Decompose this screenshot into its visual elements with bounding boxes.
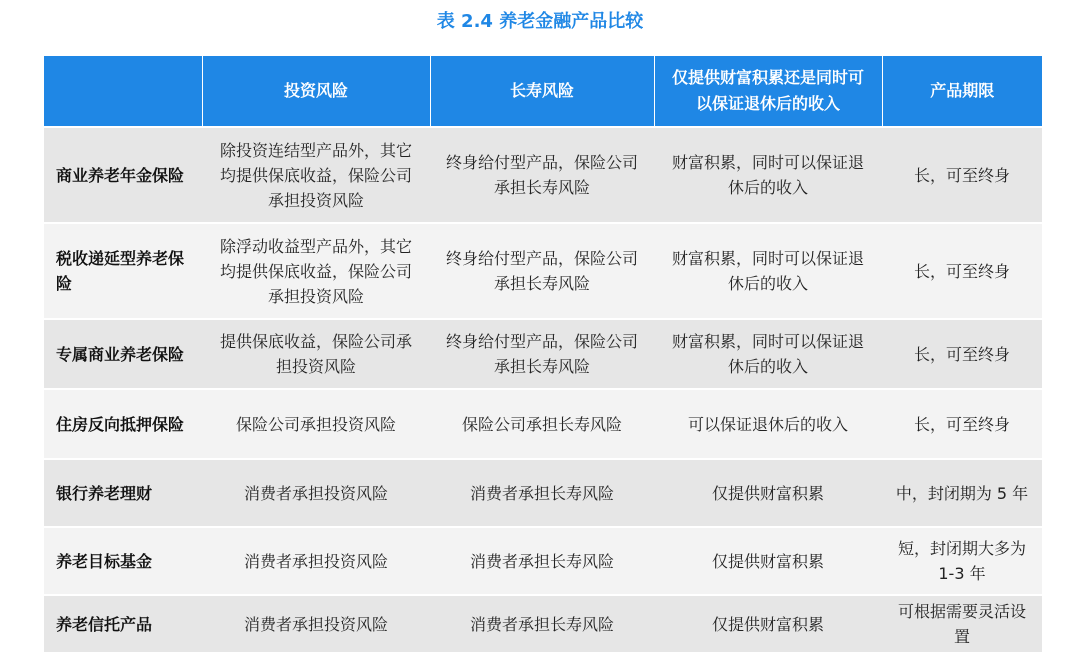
row-header: 养老信托产品 xyxy=(44,595,202,652)
row-header: 养老目标基金 xyxy=(44,527,202,595)
table-cell: 保险公司承担投资风险 xyxy=(202,389,430,459)
table-cell: 短，封闭期大多为 1-3 年 xyxy=(882,527,1042,595)
header-cell-longevity-risk: 长寿风险 xyxy=(430,56,654,127)
table-row xyxy=(44,595,1042,652)
table-cell: 中，封闭期为 5 年 xyxy=(882,459,1042,527)
table-cell: 仅提供财富积累 xyxy=(654,595,882,652)
table-cell: 仅提供财富积累 xyxy=(654,527,882,595)
table-row xyxy=(44,527,1042,595)
table-cell: 可以保证退休后的收入 xyxy=(654,389,882,459)
table-cell: 仅提供财富积累 xyxy=(654,459,882,527)
table-row xyxy=(44,223,1042,319)
row-header: 商业养老年金保险 xyxy=(44,127,202,223)
table-row xyxy=(44,389,1042,459)
table-cell: 长，可至终身 xyxy=(882,223,1042,319)
table-cell: 消费者承担长寿风险 xyxy=(430,527,654,595)
table-cell: 消费者承担长寿风险 xyxy=(430,459,654,527)
table-cell: 财富积累，同时可以保证退休后的收入 xyxy=(654,127,882,223)
table-row xyxy=(44,127,1042,223)
row-header: 税收递延型养老保险 xyxy=(44,223,202,319)
table-cell: 消费者承担投资风险 xyxy=(202,595,430,652)
table-cell: 消费者承担投资风险 xyxy=(202,527,430,595)
table-cell: 财富积累，同时可以保证退休后的收入 xyxy=(654,223,882,319)
table-cell: 终身给付型产品，保险公司承担长寿风险 xyxy=(430,223,654,319)
table-row xyxy=(44,319,1042,389)
table-cell: 终身给付型产品，保险公司承担长寿风险 xyxy=(430,319,654,389)
table-cell: 财富积累，同时可以保证退休后的收入 xyxy=(654,319,882,389)
comparison-table xyxy=(44,56,1042,652)
row-header: 银行养老理财 xyxy=(44,459,202,527)
table-cell: 长，可至终身 xyxy=(882,127,1042,223)
table-cell: 提供保底收益，保险公司承担投资风险 xyxy=(202,319,430,389)
table-title: 表 2.4 养老金融产品比较 xyxy=(436,11,644,32)
table-cell: 长，可至终身 xyxy=(882,389,1042,459)
table-cell: 终身给付型产品，保险公司承担长寿风险 xyxy=(430,127,654,223)
header-cell-term: 产品期限 xyxy=(882,56,1042,127)
table-cell: 长，可至终身 xyxy=(882,319,1042,389)
header-row xyxy=(44,56,1042,127)
table-cell: 除浮动收益型产品外，其它均提供保底收益，保险公司承担投资风险 xyxy=(202,223,430,319)
table-cell: 除投资连结型产品外，其它均提供保底收益，保险公司承担投资风险 xyxy=(202,127,430,223)
header-cell-investment-risk: 投资风险 xyxy=(202,56,430,127)
table-row xyxy=(44,459,1042,527)
header-cell-income-type: 仅提供财富积累还是同时可以保证退休后的收入 xyxy=(654,56,882,127)
table-cell: 消费者承担长寿风险 xyxy=(430,595,654,652)
row-header: 专属商业养老保险 xyxy=(44,319,202,389)
header-cell-product xyxy=(44,56,202,127)
table-cell: 消费者承担投资风险 xyxy=(202,459,430,527)
table-cell: 保险公司承担长寿风险 xyxy=(430,389,654,459)
table-cell: 可根据需要灵活设置 xyxy=(882,595,1042,652)
row-header: 住房反向抵押保险 xyxy=(44,389,202,459)
